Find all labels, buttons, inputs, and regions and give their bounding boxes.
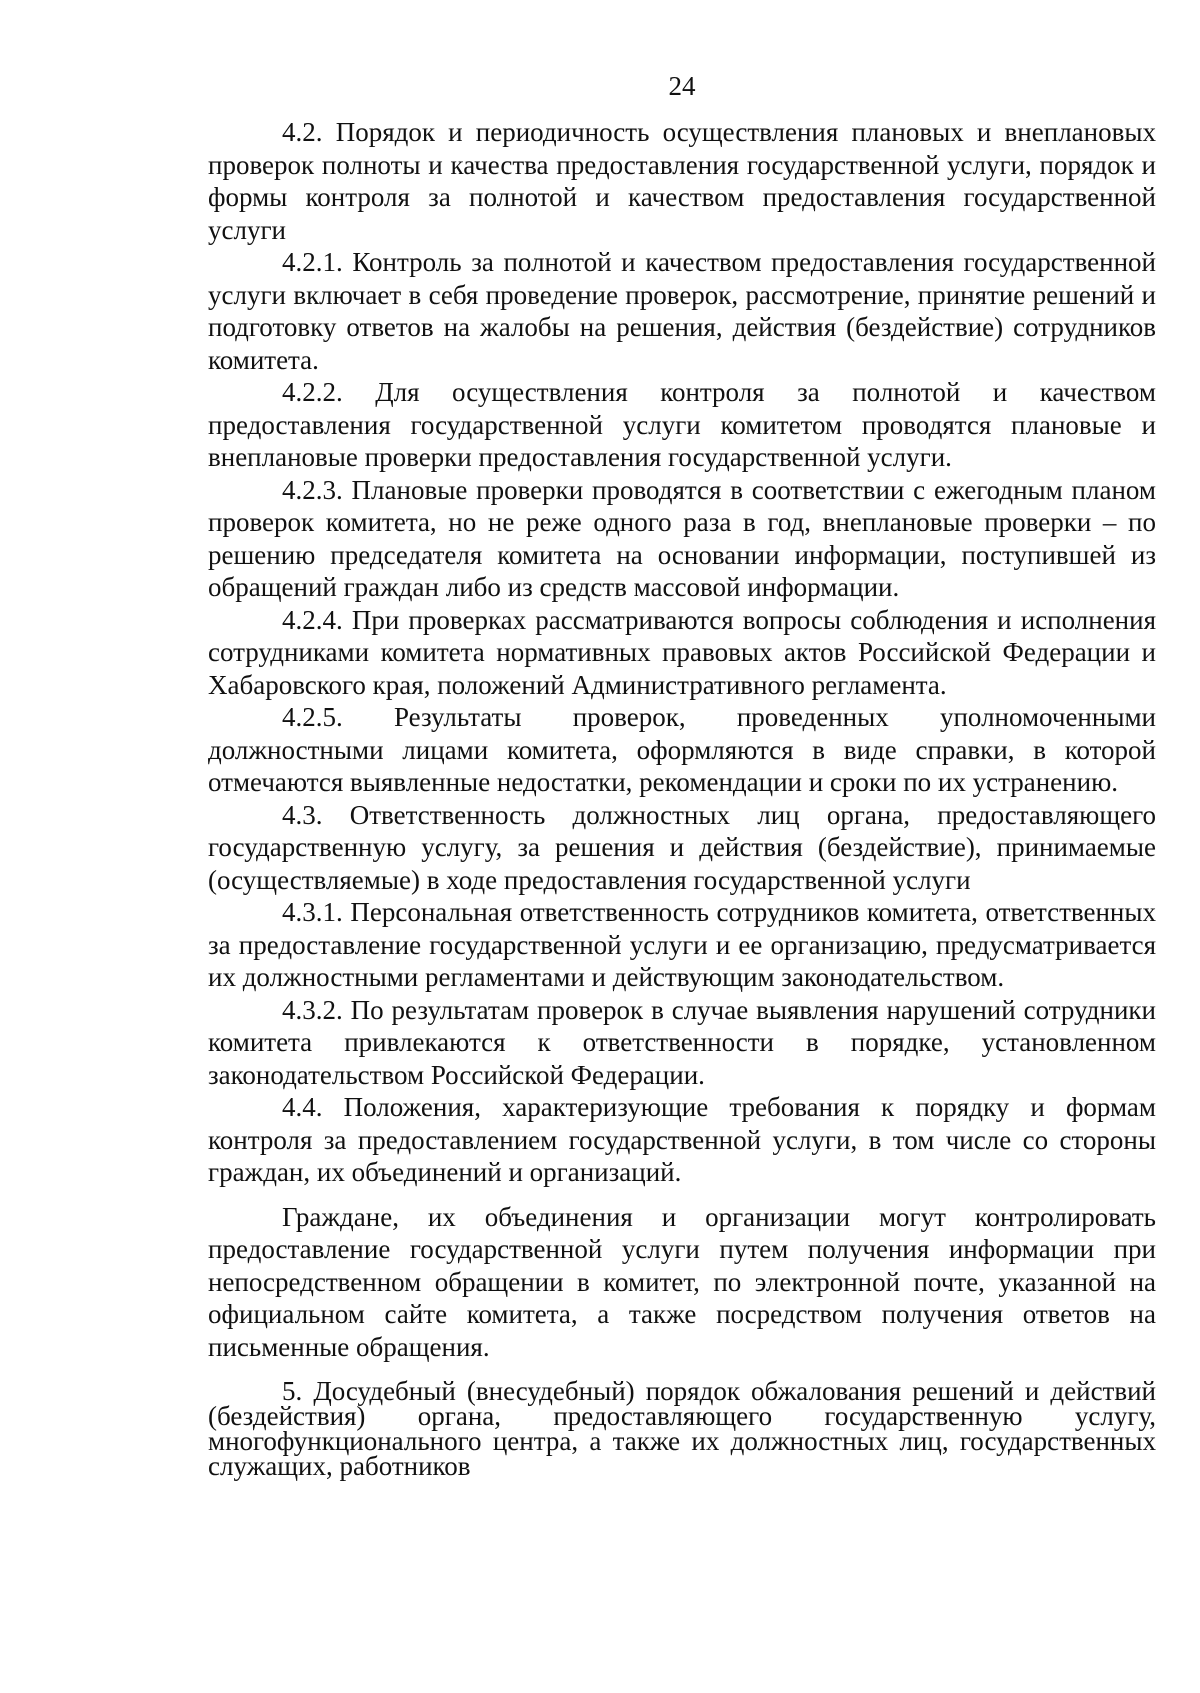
- paragraph-citizens-control: Граждане, их объединения и организации могут контролировать предоставление государственной услуги путем получения информации при непосредственном обращении в комитет, по электронной почте, указанной на официальном сайте комитета, а также посредством получения ответов на письменные обращения.: [208, 1201, 1156, 1362]
- paragraph-4-2-1: 4.2.1. Контроль за полнотой и качеством предоставления государственной услуги включает в себя проведение проверок, рассмотрение, принятие решений и подготовку ответов на жалобы на решения, действия (бездействие) сотрудников комитета.: [208, 247, 1156, 375]
- paragraph-4-4: 4.4. Положения, характеризующие требования к порядку и формам контроля за предоставлением государственной услуги, в том числе со стороны граждан, их объединений и организаций.: [208, 1092, 1156, 1187]
- paragraph-4-2-4: 4.2.4. При проверках рассматриваются вопросы соблюдения и исполнения сотрудниками комитета нормативных правовых актов Российской Федерации и Хабаровского края, положений Административного регламента.: [208, 604, 1156, 700]
- section-5-heading: 5. Досудебный (внесудебный) порядок обжалования решений и действий (бездействия) органа, предоставляющего государственную услугу, многофункционального центра, а также их должностных лиц, государственных служащих, работников: [208, 1376, 1156, 1481]
- paragraph-4-3-1: 4.3.1. Персональная ответственность сотрудников комитета, ответственных за предоставление государственной услуги и ее организацию, предусматривается их должностными регламентами и действующим законодательством.: [208, 897, 1156, 992]
- paragraph-4-2-2: 4.2.2. Для осуществления контроля за полнотой и качеством предоставления государственной услуги комитетом проводятся плановые и внеплановые проверки предоставления государственной услуги.: [208, 377, 1156, 472]
- paragraph-4-2-3: 4.2.3. Плановые проверки проводятся в соответствии с ежегодным планом проверок комитета, но не реже одного раза в год, внеплановые проверки – по решению председателя комитета на основании информации, поступившей из обращений граждан либо из средств массовой информации.: [208, 474, 1156, 602]
- paragraph-4-3-2: 4.3.2. По результатам проверок в случае выявления нарушений сотрудники комитета привлекаются к ответственности в порядке, установленном законодательством Российской Федерации.: [208, 994, 1156, 1090]
- page-number: 24: [668, 71, 696, 101]
- paragraph-4-2: 4.2. Порядок и периодичность осуществления плановых и внеплановых проверок полноты и качества предоставления государственной услуги, порядок и формы контроля за полнотой и качеством предоставления государственной услуги: [208, 117, 1156, 245]
- paragraph-4-3: 4.3. Ответственность должностных лиц органа, предоставляющего государственную услугу, за решения и действия (бездействие), принимаемые (осуществляемые) в ходе предоставления государственной услуги: [208, 799, 1156, 895]
- paragraph-4-2-5: 4.2.5. Результаты проверок, проведенных уполномоченными должностными лицами комитета, оформляются в виде справки, в которой отмечаются выявленные недостатки, рекомендации и сроки по их устранению.: [208, 702, 1156, 797]
- document-page: [208, 70, 1156, 1479]
